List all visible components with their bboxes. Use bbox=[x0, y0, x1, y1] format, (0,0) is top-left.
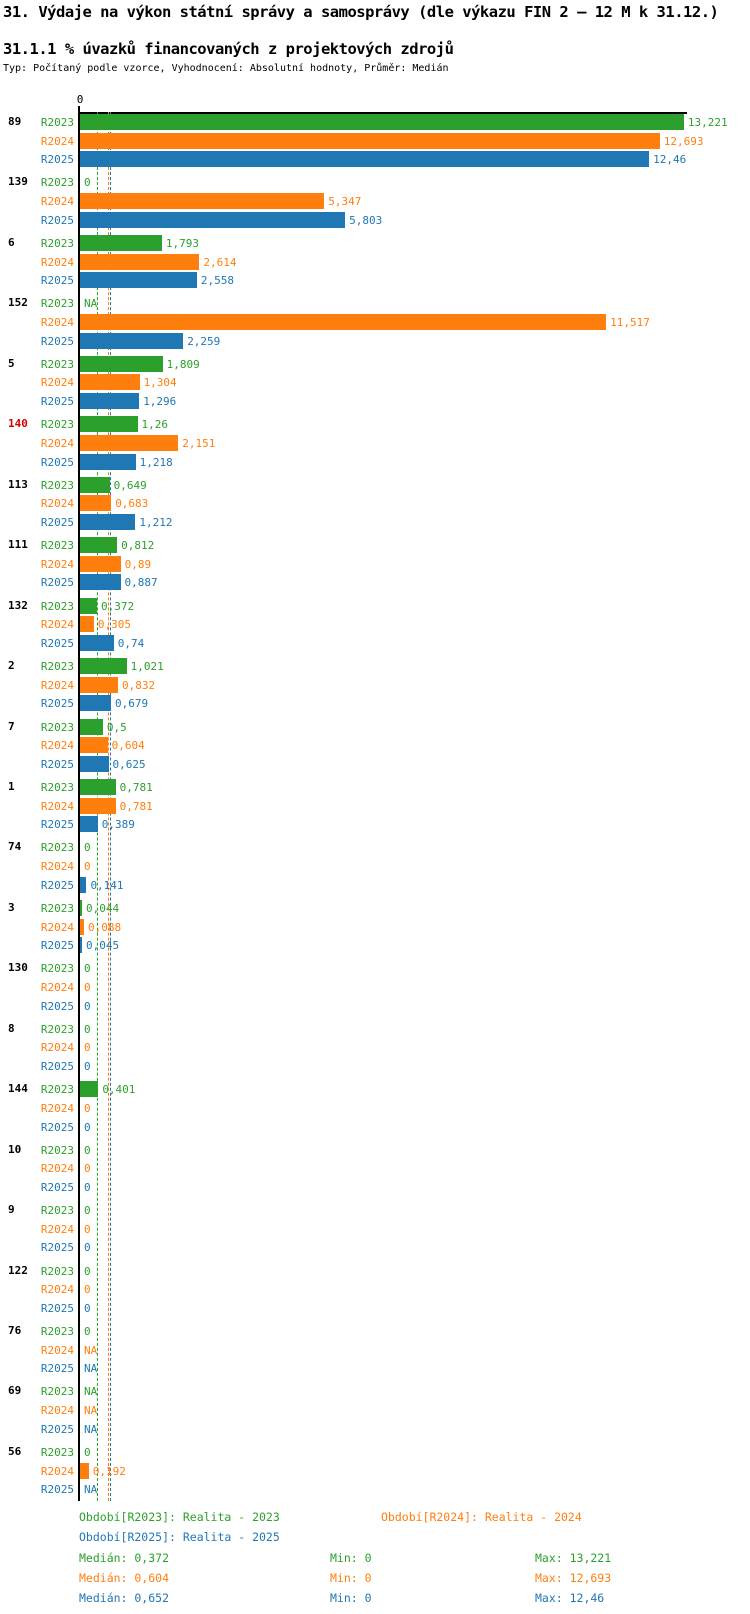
series-row-label: R2025 bbox=[40, 153, 74, 167]
bar bbox=[80, 235, 162, 251]
value-label: 0,372 bbox=[100, 599, 135, 613]
bar bbox=[80, 333, 183, 349]
series-row-label: R2023 bbox=[40, 841, 74, 855]
series-row-label: R2023 bbox=[40, 720, 74, 734]
value-label: 0 bbox=[84, 1041, 91, 1055]
bar bbox=[80, 114, 684, 130]
series-row-label: R2023 bbox=[40, 1143, 74, 1157]
group-label: 111 bbox=[8, 538, 28, 552]
legend-max-r2023: Max: 13,221 bbox=[535, 1550, 612, 1565]
group-label: 76 bbox=[8, 1324, 22, 1337]
series-row-label: R2025 bbox=[40, 939, 74, 953]
series-row-label: R2025 bbox=[40, 1422, 74, 1436]
series-row-label: R2025 bbox=[40, 395, 74, 409]
value-label: 0,141 bbox=[90, 878, 124, 892]
value-label: 1,021 bbox=[130, 660, 164, 674]
bar bbox=[80, 133, 660, 149]
value-label: 0,832 bbox=[122, 678, 156, 692]
group-label: 130 bbox=[8, 961, 28, 975]
bar bbox=[80, 495, 111, 511]
bar bbox=[80, 1463, 89, 1479]
bar bbox=[80, 314, 606, 330]
group-label: 140 bbox=[8, 417, 28, 431]
group-label: 10 bbox=[8, 1142, 22, 1156]
value-label: NA bbox=[84, 1385, 98, 1399]
value-label: 0 bbox=[84, 176, 91, 190]
series-row-label: R2024 bbox=[40, 1162, 74, 1176]
value-label: 0 bbox=[84, 980, 91, 994]
value-label: 1,793 bbox=[165, 236, 200, 250]
value-label: 2,614 bbox=[203, 255, 237, 269]
bar bbox=[80, 537, 117, 553]
value-label: 0 bbox=[84, 999, 91, 1013]
bar bbox=[80, 900, 82, 916]
value-label: 0 bbox=[84, 1204, 91, 1218]
series-row-label: R2023 bbox=[40, 780, 74, 794]
bar bbox=[80, 877, 86, 893]
series-row-label: R2024 bbox=[40, 316, 74, 329]
bar bbox=[80, 272, 197, 288]
legend-min-r2023: Min: 0 bbox=[330, 1550, 372, 1565]
value-label: 0,305 bbox=[97, 618, 132, 632]
bar bbox=[80, 514, 135, 530]
report-title: 31. Výdaje na výkon státní správy a samosprávy (dle výkazu FIN 2 – 12 M k 31.12.) bbox=[3, 3, 719, 21]
value-label: 1,809 bbox=[166, 357, 200, 371]
bar bbox=[80, 416, 138, 432]
bar bbox=[80, 937, 82, 953]
value-label: 0 bbox=[84, 1180, 91, 1194]
value-label: 13,221 bbox=[687, 116, 728, 129]
value-label: 0,401 bbox=[102, 1083, 136, 1097]
series-row-label: R2023 bbox=[40, 1264, 74, 1278]
bar bbox=[80, 695, 111, 711]
legend-min-r2025: Min: 0 bbox=[330, 1591, 372, 1606]
series-row-label: R2023 bbox=[40, 1325, 74, 1338]
bar bbox=[80, 677, 118, 693]
group-label: 132 bbox=[8, 598, 28, 612]
group-label: 8 bbox=[8, 1021, 15, 1035]
legend-max-r2025: Max: 12,46 bbox=[535, 1591, 605, 1606]
value-label: 5,803 bbox=[349, 213, 383, 227]
value-label: 0,812 bbox=[121, 539, 155, 553]
group-label: 5 bbox=[8, 356, 15, 370]
legend-max-r2024: Max: 12,693 bbox=[535, 1570, 612, 1585]
series-row-label: R2024 bbox=[40, 1464, 74, 1478]
value-label: NA bbox=[84, 1404, 98, 1418]
series-row-label: R2023 bbox=[40, 176, 74, 190]
group-label: 144 bbox=[8, 1082, 28, 1096]
series-row-label: R2024 bbox=[40, 1343, 74, 1357]
group-label: 3 bbox=[8, 900, 15, 914]
value-label: 0 bbox=[84, 1120, 91, 1134]
bar bbox=[80, 756, 109, 772]
series-row-label: R2025 bbox=[40, 999, 74, 1013]
series-row-label: R2023 bbox=[40, 962, 74, 976]
value-label: 1,212 bbox=[139, 516, 173, 530]
bar bbox=[80, 151, 649, 167]
bar bbox=[80, 574, 121, 590]
value-label: 0,89 bbox=[124, 557, 152, 571]
value-label: 0 bbox=[84, 1283, 91, 1297]
value-label: NA bbox=[84, 1362, 98, 1376]
series-row-label: R2025 bbox=[40, 636, 74, 650]
value-label: 1,296 bbox=[143, 395, 177, 409]
series-row-label: R2024 bbox=[40, 255, 74, 269]
series-row-label: R2025 bbox=[40, 818, 74, 832]
legend-period-r2024: Období[R2024]: Realita - 2024 bbox=[381, 1510, 582, 1524]
value-label: 0 bbox=[84, 1241, 91, 1255]
series-row-label: R2024 bbox=[40, 436, 74, 450]
group-label: 152 bbox=[8, 296, 28, 310]
group-label: 74 bbox=[8, 840, 22, 854]
series-row-label: R2024 bbox=[40, 557, 74, 571]
value-label: 0 bbox=[84, 1143, 91, 1157]
series-row-label: R2024 bbox=[40, 134, 74, 148]
value-label: 0,192 bbox=[92, 1464, 126, 1478]
legend-median-r2025: Medián: 0,652 bbox=[79, 1591, 170, 1606]
series-row-label: R2025 bbox=[40, 1180, 74, 1194]
value-label: 0 bbox=[84, 1325, 91, 1338]
bar bbox=[80, 719, 103, 735]
series-row-label: R2025 bbox=[40, 1301, 74, 1315]
series-row-label: R2024 bbox=[40, 1222, 74, 1236]
series-row-label: R2024 bbox=[40, 195, 74, 209]
value-label: 0,679 bbox=[115, 697, 149, 711]
series-row-label: R2023 bbox=[40, 116, 74, 129]
series-row-label: R2024 bbox=[40, 1041, 74, 1055]
bar bbox=[80, 737, 108, 753]
series-row-label: R2024 bbox=[40, 678, 74, 692]
value-label: 0 bbox=[84, 1264, 91, 1278]
bar bbox=[80, 374, 140, 390]
bar bbox=[80, 919, 84, 935]
series-row-label: R2024 bbox=[40, 920, 74, 934]
value-label: NA bbox=[84, 1483, 98, 1497]
group-label: 139 bbox=[8, 175, 28, 189]
value-label: 12,46 bbox=[653, 153, 687, 167]
series-row-label: R2025 bbox=[40, 334, 74, 348]
series-row-label: R2023 bbox=[40, 660, 74, 674]
bar bbox=[80, 193, 324, 209]
indicator-meta: Typ: Počítaný podle vzorce, Vyhodnocení: Absolutní hodnoty, Průměr: Medián bbox=[3, 63, 449, 74]
value-label: 1,26 bbox=[141, 418, 169, 432]
series-row-label: R2025 bbox=[40, 697, 74, 711]
group-label: 1 bbox=[8, 779, 15, 793]
series-row-label: R2023 bbox=[40, 901, 74, 915]
value-label: 2,259 bbox=[187, 334, 221, 348]
series-row-label: R2024 bbox=[40, 1404, 74, 1418]
value-label: 12,693 bbox=[663, 134, 704, 148]
group-label: 7 bbox=[8, 719, 15, 733]
bar bbox=[80, 779, 116, 795]
group-label: 89 bbox=[8, 115, 22, 128]
value-label: 2,151 bbox=[182, 436, 216, 450]
series-row-label: R2024 bbox=[40, 497, 74, 511]
group-label: 56 bbox=[8, 1444, 22, 1458]
bar bbox=[80, 356, 163, 372]
group-label: 69 bbox=[8, 1384, 22, 1398]
indicator-title: 31.1.1 % úvazků financovaných z projektových zdrojů bbox=[3, 40, 454, 58]
series-row-label: R2025 bbox=[40, 516, 74, 530]
value-label: 0 bbox=[84, 1060, 91, 1074]
value-label: 0,74 bbox=[117, 636, 145, 650]
series-row-label: R2025 bbox=[40, 576, 74, 590]
value-label: 0,781 bbox=[119, 780, 153, 794]
value-label: 0,781 bbox=[119, 799, 153, 813]
value-label: 0,044 bbox=[86, 901, 120, 915]
series-row-label: R2025 bbox=[40, 878, 74, 892]
series-row-label: R2024 bbox=[40, 1101, 74, 1115]
bar bbox=[80, 616, 94, 632]
bar bbox=[80, 658, 127, 674]
series-row-label: R2025 bbox=[40, 274, 74, 288]
value-label: 2,558 bbox=[200, 274, 234, 288]
group-label: 9 bbox=[8, 1203, 15, 1217]
value-label: 0,683 bbox=[115, 497, 149, 511]
series-row-label: R2023 bbox=[40, 357, 74, 371]
series-row-label: R2025 bbox=[40, 1060, 74, 1074]
value-label: 0,604 bbox=[111, 739, 145, 753]
bar bbox=[80, 254, 199, 270]
value-label: 0,045 bbox=[86, 939, 120, 953]
series-row-label: R2024 bbox=[40, 376, 74, 390]
x-axis-zero-tick-label: 0 bbox=[76, 93, 84, 106]
series-row-label: R2025 bbox=[40, 1241, 74, 1255]
legend-median-r2023: Medián: 0,372 bbox=[79, 1550, 170, 1565]
legend-min-r2024: Min: 0 bbox=[330, 1570, 372, 1585]
group-label: 113 bbox=[8, 477, 28, 491]
series-row-label: R2023 bbox=[40, 1445, 74, 1459]
series-row-label: R2025 bbox=[40, 455, 74, 469]
series-row-label: R2023 bbox=[40, 539, 74, 553]
legend-period-r2023: Období[R2023]: Realita - 2023 bbox=[79, 1510, 280, 1524]
group-label: 2 bbox=[8, 659, 15, 673]
series-row-label: R2023 bbox=[40, 1083, 74, 1097]
bar bbox=[80, 477, 110, 493]
series-row-label: R2024 bbox=[40, 1283, 74, 1297]
bar bbox=[80, 798, 116, 814]
bar bbox=[80, 435, 178, 451]
series-row-label: R2024 bbox=[40, 799, 74, 813]
value-label: 0,5 bbox=[106, 720, 127, 734]
value-label: 0 bbox=[84, 1445, 91, 1459]
bar bbox=[80, 816, 98, 832]
series-row-label: R2025 bbox=[40, 1120, 74, 1134]
value-label: 0 bbox=[84, 1022, 91, 1036]
series-row-label: R2023 bbox=[40, 1204, 74, 1218]
value-label: 0 bbox=[84, 962, 91, 976]
series-row-label: R2024 bbox=[40, 618, 74, 632]
value-label: NA bbox=[84, 1343, 98, 1357]
series-row-label: R2024 bbox=[40, 980, 74, 994]
series-row-label: R2023 bbox=[40, 1385, 74, 1399]
series-row-label: R2023 bbox=[40, 297, 74, 311]
value-label: 0 bbox=[84, 1162, 91, 1176]
bar bbox=[80, 1081, 98, 1097]
legend-period-r2025: Období[R2025]: Realita - 2025 bbox=[79, 1530, 280, 1545]
legend-median-r2024: Medián: 0,604 bbox=[79, 1570, 170, 1585]
series-row-label: R2023 bbox=[40, 418, 74, 432]
series-row-label: R2025 bbox=[40, 1362, 74, 1376]
value-label: 0 bbox=[84, 1301, 91, 1315]
series-row-label: R2023 bbox=[40, 236, 74, 250]
value-label: 5,347 bbox=[328, 195, 362, 209]
series-row-label: R2025 bbox=[40, 1483, 74, 1497]
series-row-label: R2023 bbox=[40, 1022, 74, 1036]
value-label: 0 bbox=[84, 1101, 91, 1115]
value-label: 1,218 bbox=[139, 455, 173, 469]
value-label: 11,517 bbox=[610, 316, 650, 329]
series-row-label: R2023 bbox=[40, 478, 74, 492]
value-label: 0,088 bbox=[88, 920, 122, 934]
value-label: 0,389 bbox=[101, 818, 135, 832]
value-label: 0 bbox=[84, 860, 91, 874]
value-label: NA bbox=[84, 1422, 98, 1436]
bar bbox=[80, 212, 345, 228]
group-label: 6 bbox=[8, 235, 15, 249]
bar bbox=[80, 598, 97, 614]
bar bbox=[80, 393, 139, 409]
series-row-label: R2024 bbox=[40, 860, 74, 874]
series-row-label: R2025 bbox=[40, 213, 74, 227]
bar bbox=[80, 556, 121, 572]
value-label: 0,625 bbox=[112, 757, 146, 771]
group-label: 122 bbox=[8, 1263, 28, 1277]
value-label: 0 bbox=[84, 841, 91, 855]
value-label: 0,887 bbox=[124, 576, 158, 590]
value-label: 0,649 bbox=[113, 478, 147, 492]
value-label: NA bbox=[84, 297, 98, 311]
bar bbox=[80, 635, 114, 651]
series-row-label: R2025 bbox=[40, 757, 74, 771]
series-row-label: R2023 bbox=[40, 599, 74, 613]
bar bbox=[80, 454, 136, 470]
value-label: 0 bbox=[84, 1222, 91, 1236]
value-label: 1,304 bbox=[143, 376, 177, 390]
series-row-label: R2024 bbox=[40, 739, 74, 753]
